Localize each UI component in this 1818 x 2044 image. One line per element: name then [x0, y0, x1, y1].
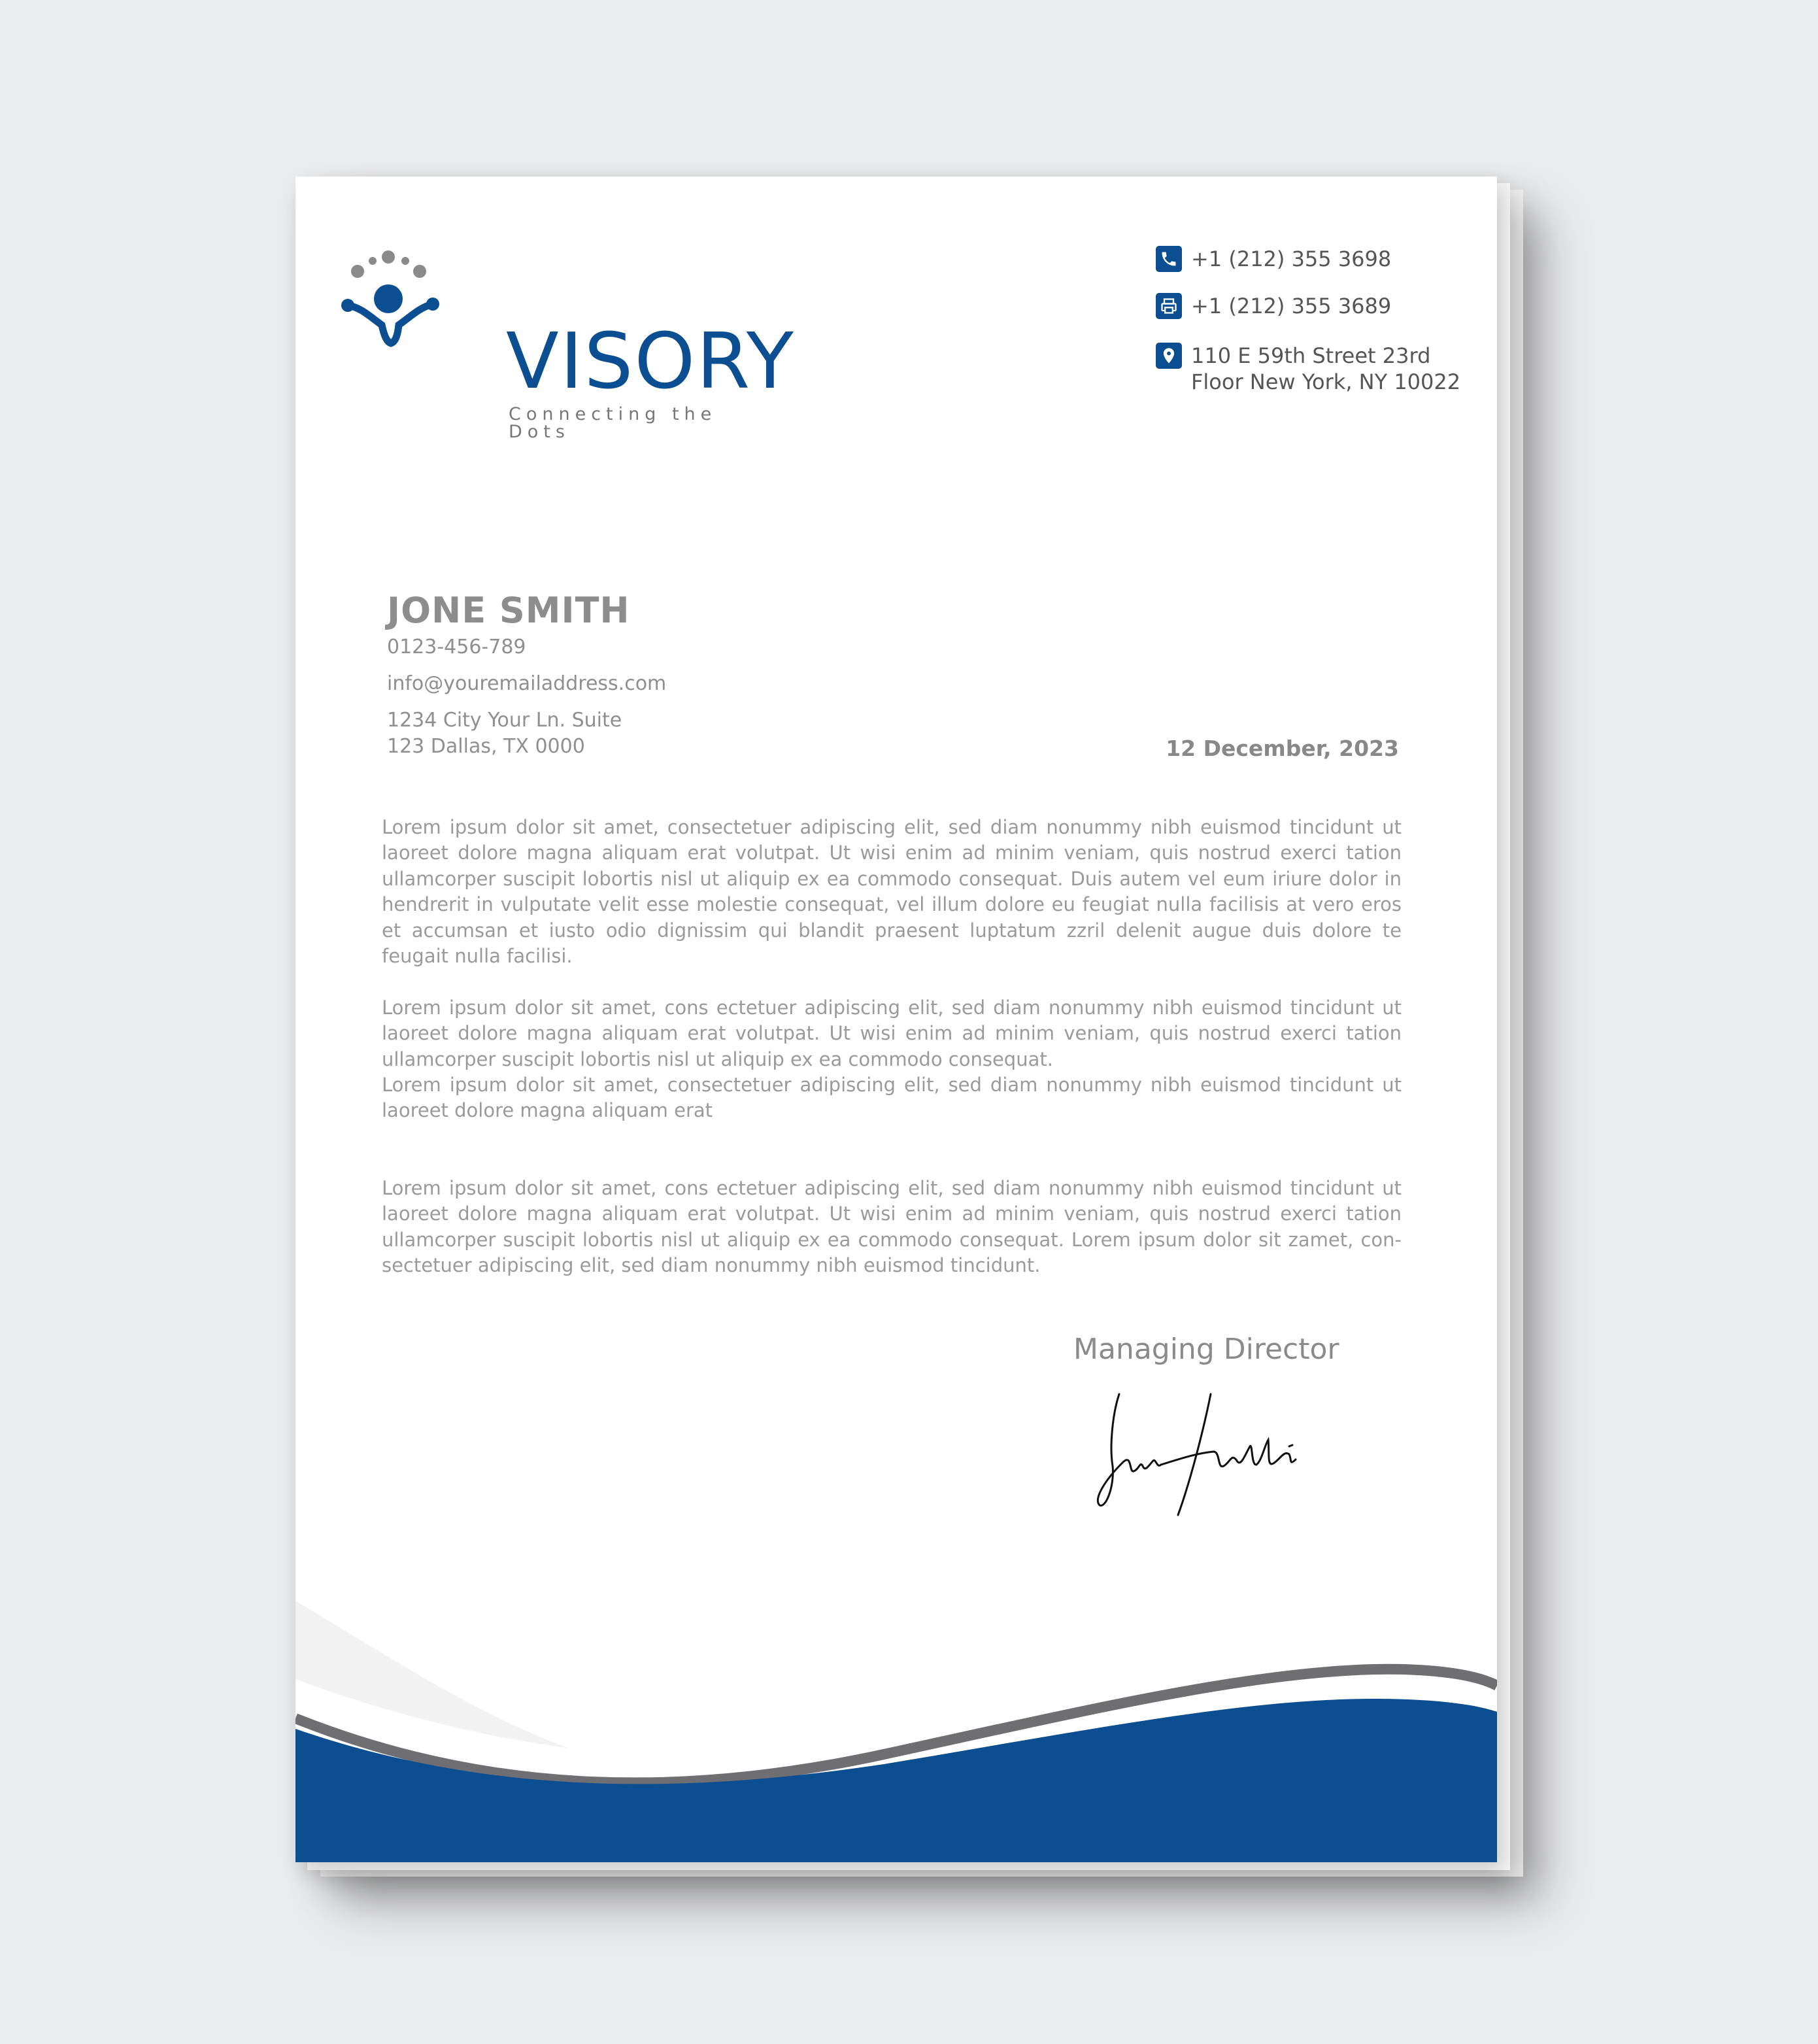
sender-address-line1: 1234 City Your Ln. Suite — [387, 709, 622, 732]
sender-phone: 0123-456-789 — [387, 636, 526, 658]
handwritten-signature — [1093, 1388, 1315, 1525]
sender-address-line2: 123 Dallas, TX 0000 — [387, 735, 585, 758]
sender-email: info@youremailaddress.com — [387, 672, 667, 695]
fax-icon — [1156, 293, 1182, 319]
contact-fax: +1 (212) 355 3689 — [1191, 294, 1392, 318]
phone-icon — [1156, 246, 1182, 272]
location-pin-icon — [1156, 343, 1182, 369]
company-tagline: Connecting the Dots — [509, 404, 717, 442]
contact-address-line1: 110 E 59th Street 23rd — [1191, 343, 1431, 368]
body-paragraph: Lorem ipsum dolor sit amet, cons ectetuer adipiscing elit, sed diam nonummy nibh euismod tincidunt ut laoreet dolore magna aliquam erat volutpat. Ut wisi enim ad minim veniam, quis nostrud exerci tation ullamcorper suscipit lobortis nisl ut aliquip ex ea commodo consequat. Lorem ipsum dolor sit zamet, con-sectetuer adipiscing elit, sed diam nonummy nibh euismod tincidunt. — [382, 1177, 1402, 1277]
signatory-title: Managing Director — [1073, 1333, 1339, 1366]
company-logo — [341, 245, 795, 442]
letterhead-page — [295, 177, 1497, 1862]
footer-wave-decoration — [295, 1601, 1497, 1862]
contact-phone: +1 (212) 355 3698 — [1191, 247, 1392, 271]
body-paragraph: Lorem ipsum dolor sit amet, cons ectetuer adipiscing elit, sed diam nonummy nibh euismod tincidunt ut laoreet dolore magna aliquam erat volutpat. Ut wisi enim ad minim veniam, quis nostrud exerci tation ullamcorper suscipit lobortis nisl ut aliquip ex ea commodo consequat. — [382, 996, 1402, 1070]
company-name: VISORY — [506, 316, 795, 406]
sender-name: JONE SMITH — [387, 590, 630, 631]
letter-date: 12 December, 2023 — [1166, 736, 1399, 761]
body-paragraph: Lorem ipsum dolor sit amet, consectetuer adipiscing elit, sed diam nonummy nibh euismod tincidunt ut laoreet dolore magna aliquam erat volutpat. Ut wisi enim ad minim veniam, quis nostrud exerci tation ullamcorper suscipit lobortis nisl ut aliquip ex ea commodo consequat. Duis autem vel eum iriure dolor in hendrerit in vulputate velit esse molestie consequat, vel illum dolore eu feugiat nulla facilisis at vero eros et accumsan et iusto odio dignissim qui blandit praesent luptatum zzril delenit augue duis dolore te feugait nulla facilisi. — [382, 816, 1402, 968]
logo-mark-icon — [341, 245, 452, 356]
body-paragraph: Lorem ipsum dolor sit amet, consectetuer adipiscing elit, sed diam nonummy nibh euismod tincidunt ut laoreet dolore magna aliquam erat — [382, 1074, 1402, 1122]
contact-address-line2: Floor New York, NY 10022 — [1191, 369, 1461, 394]
sender-block — [387, 590, 667, 758]
